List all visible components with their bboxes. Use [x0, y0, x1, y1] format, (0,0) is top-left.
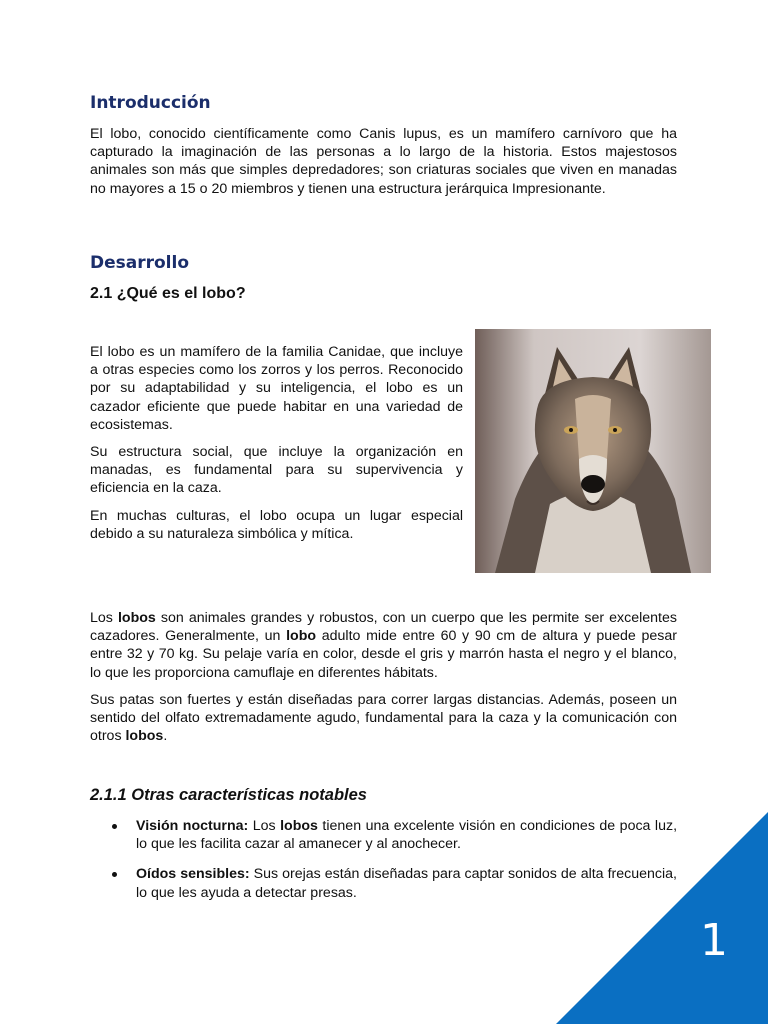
- bullet-icon: [112, 824, 117, 829]
- bullet-label: Visión nocturna:: [136, 818, 249, 834]
- side-paragraph-2: Su estructura social, que incluye la organización en manadas, es fundamental para su supervivencia y eficiencia en la caza.: [90, 444, 463, 497]
- wolf-photo: [475, 329, 711, 573]
- development-heading: Desarrollo: [90, 253, 190, 273]
- side-paragraph-3: En muchas culturas, el lobo ocupa un lugar especial debido a su naturaleza simbólica y mítica.: [90, 508, 463, 543]
- corner-triangle: [556, 812, 768, 1024]
- page-number: 1: [700, 915, 728, 966]
- intro-heading: Introducción: [90, 93, 211, 113]
- intro-paragraph: El lobo, conocido científicamente como Canis lupus, es un mamífero carnívoro que ha capturado la imaginación de las personas a lo largo de la historia. Estos majestosos animales son más que simples depredadores; son criaturas sociales que viven en manadas no mayores a 15 o 20 miembros y tienen una estructura jerárquica Impresionante.: [90, 126, 677, 197]
- body1-text-2: son animales grandes y robustos, con un cuerpo que les permite ser excelentes cazadores. Generalmente, un: [90, 610, 677, 645]
- bullet-text: Sus orejas están diseñadas para captar sonidos de alta frecuencia, lo que les ayuda a detectar presas.: [136, 866, 677, 901]
- subsection-heading: 2.1.1 Otras características notables: [90, 786, 367, 804]
- bullet-bold: lobos: [280, 818, 318, 834]
- bullet-text: tienen una excelente visión en condiciones de poca luz, lo que les facilita cazar al amanecer y al anochecer.: [136, 818, 678, 853]
- bullet-icon: [112, 872, 117, 877]
- body2-text-2: .: [163, 728, 168, 745]
- body-paragraph-2: [90, 691, 677, 746]
- bullet-text: Los: [248, 818, 281, 834]
- body1-text-1: Los: [90, 610, 118, 626]
- body1-bold-1: lobos: [117, 610, 156, 626]
- body2-text-1: Sus patas son fuertes y están diseñadas para correr largas distancias. Además, poseen un sentido del olfato extremadamente agudo, fundamental para la caza y la comunicación con otros: [90, 692, 677, 745]
- corner-triangle-shape: [556, 812, 768, 1024]
- bullet-label: Oídos sensibles:: [136, 866, 250, 883]
- section-heading: 2.1 ¿Qué es el lobo?: [90, 285, 246, 302]
- body1-text-3: adulto mide entre 60 y 90 cm de altura y puede pesar entre 32 y 70 kg. Su pelaje varía en color, desde el gris y marrón hasta el negro y el blanco, lo que les proporciona camuflaje en diferentes hábitats.: [90, 628, 677, 681]
- body2-bold-1: lobos: [125, 728, 164, 745]
- side-paragraph-1: El lobo es un mamífero de la familia Canidae, que incluye a otras especies como los zorros y los perros. Reconocido por su adaptabilidad y su inteligencia, el lobo es un cazador eficiente que puede habitar en una variedad de ecosistemas.: [90, 344, 463, 433]
- body-paragraph-1: [90, 609, 677, 682]
- body1-bold-2: lobo: [286, 628, 317, 645]
